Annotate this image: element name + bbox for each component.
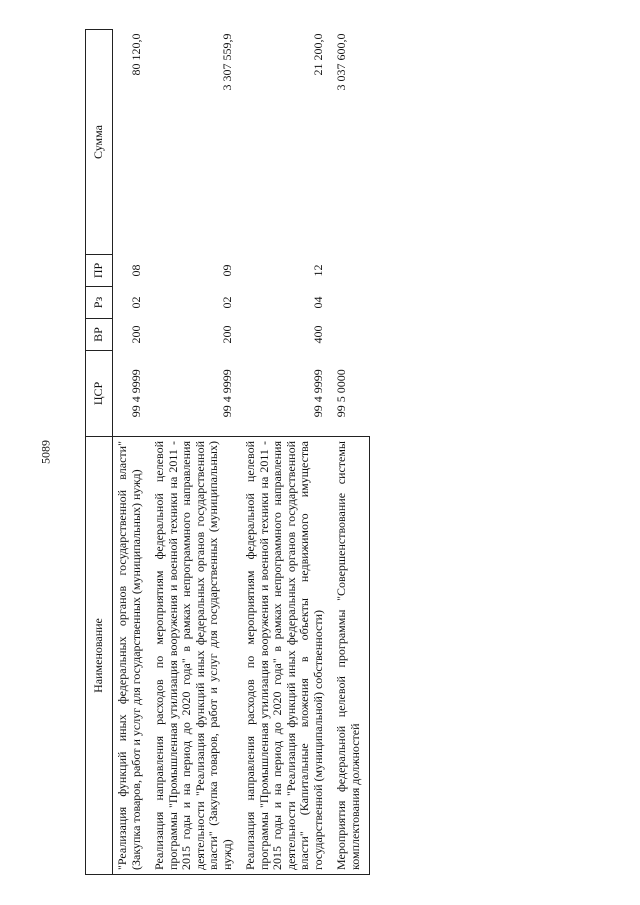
row-sum: 80 120,0: [128, 33, 143, 76]
row-sum: 3 037 600,0: [334, 33, 348, 91]
header-csr: ЦСР: [86, 351, 113, 437]
row-csr: 99 4 9999: [128, 369, 143, 418]
rotated-page-content: [85, 30, 615, 875]
row-rz: 02: [128, 296, 143, 309]
header-vr: ВР: [86, 319, 113, 351]
table-row: [150, 30, 241, 875]
row-vr: 200: [128, 325, 143, 344]
row-csr: 99 4 9999: [219, 369, 234, 418]
row-name: "Реализация функций иных федеральных органов государственной власти" (Закупка товаров, работ и услуг для государственных (муниципальных) нужд): [113, 437, 151, 875]
row-pr: 12: [310, 264, 325, 277]
row-sum: 3 307 559,9: [219, 33, 234, 91]
row-pr: 08: [128, 264, 143, 277]
table-row: [113, 30, 151, 875]
header-rz: Рз: [86, 287, 113, 319]
row-rz: 02: [219, 296, 234, 309]
table-row: [241, 30, 332, 875]
row-rz: [332, 287, 370, 319]
page-number: 5089: [38, 440, 53, 464]
header-sum: Сумма: [86, 30, 113, 255]
table-header-row: [86, 30, 113, 875]
header-pr: ПР: [86, 255, 113, 287]
row-name: Реализация направления расходов по мероприятиям федеральной целевой программы "Промышленная утилизация вооружения и военной техники на 2011 - 2015 годы и на период до 2020 года" в рамках непрограммного направления деятельности "Реализация функций иных федеральных органов государственной власти" (Закупка товаров, работ и услуг для государственных (муниципальных) нужд): [150, 437, 241, 875]
row-vr: 200: [219, 325, 234, 344]
row-vr: [332, 319, 370, 351]
row-csr: 99 4 9999: [310, 369, 325, 418]
table-row: [332, 30, 370, 875]
row-csr: 99 5 0000: [334, 369, 348, 418]
budget-table: [85, 29, 370, 875]
row-name: Реализация направления расходов по мероприятиям федеральной целевой программы "Промышленная утилизация вооружения и военной техники на 2011 - 2015 годы и на период до 2020 года" в рамках непрограммного направления деятельности "Реализация функций иных федеральных органов государственной власти" (Капитальные вложения в объекты недвижимого имущества государственной (муниципальной) собственности): [241, 437, 332, 875]
row-sum: 21 200,0: [310, 33, 325, 76]
header-name: Наименование: [86, 437, 113, 875]
row-rz: 04: [310, 296, 325, 309]
row-vr: 400: [310, 325, 325, 344]
row-name: Мероприятия федеральной целевой программы "Совершенствование системы комплектования должностей: [332, 437, 370, 875]
row-pr: 09: [219, 264, 234, 277]
row-pr: [332, 255, 370, 287]
